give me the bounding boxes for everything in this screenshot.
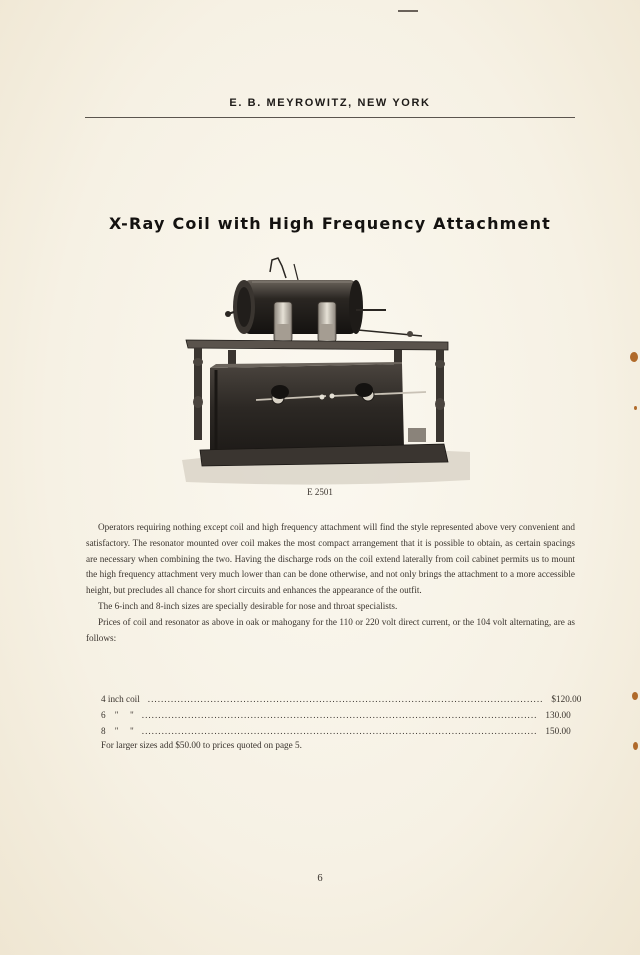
paragraph: The 6-inch and 8-inch sizes are specially desirable for nose and throat specialists. (98, 600, 398, 611)
price-item: 8 " " (101, 726, 134, 736)
paper-stain (634, 406, 637, 410)
header-rule (85, 117, 575, 118)
paragraph: Operators requiring nothing except coil and high frequency attachment will find the style represented above very convenient and satisfactory. The resonator mounted over coil makes the most compact arrangement that it is possible to obtain, as certain spacings are necessary when combining the two. Having the discharge rods on the coil extend laterally from coil cabinet permits us to mount the high frequency attachment very much lower than can be done otherwise, and not only brings the attachment to a more accessible height, but precludes all chance for short circuits and enhances the appearance of the outfit. (86, 522, 575, 596)
dot-leader: ........................................................................................................................ (147, 694, 544, 704)
page-title: X-Ray Coil with High Frequency Attachment (108, 214, 552, 233)
figure-caption: E 2501 (307, 487, 333, 497)
price-value: 150.00 (545, 726, 571, 736)
price-row (101, 691, 582, 707)
price-row (101, 723, 571, 739)
price-item: 4 inch coil (101, 694, 140, 704)
top-mark (398, 10, 418, 12)
paper-stain (632, 692, 638, 700)
price-item: 6 " " (101, 710, 134, 720)
footnote: For larger sizes add $50.00 to prices quoted on page 5. (101, 740, 302, 750)
dot-leader: ........................................................................................................................ (141, 726, 538, 736)
paper-stain (633, 742, 638, 750)
price-list (101, 691, 582, 739)
price-value: 130.00 (545, 710, 571, 720)
dot-leader: ........................................................................................................................ (141, 710, 538, 720)
description-text (86, 520, 575, 646)
paper-stain (630, 352, 638, 362)
running-header: E. B. MEYROWITZ, NEW YORK (229, 97, 431, 109)
price-row (101, 707, 571, 723)
price-value: $120.00 (551, 694, 582, 704)
xray-coil-illustration (182, 252, 472, 487)
page-number: 6 (317, 873, 323, 884)
paragraph: Prices of coil and resonator as above in oak or mahogany for the 110 or 220 volt direct current, or the 104 volt alternating, are as follows: (86, 616, 575, 643)
